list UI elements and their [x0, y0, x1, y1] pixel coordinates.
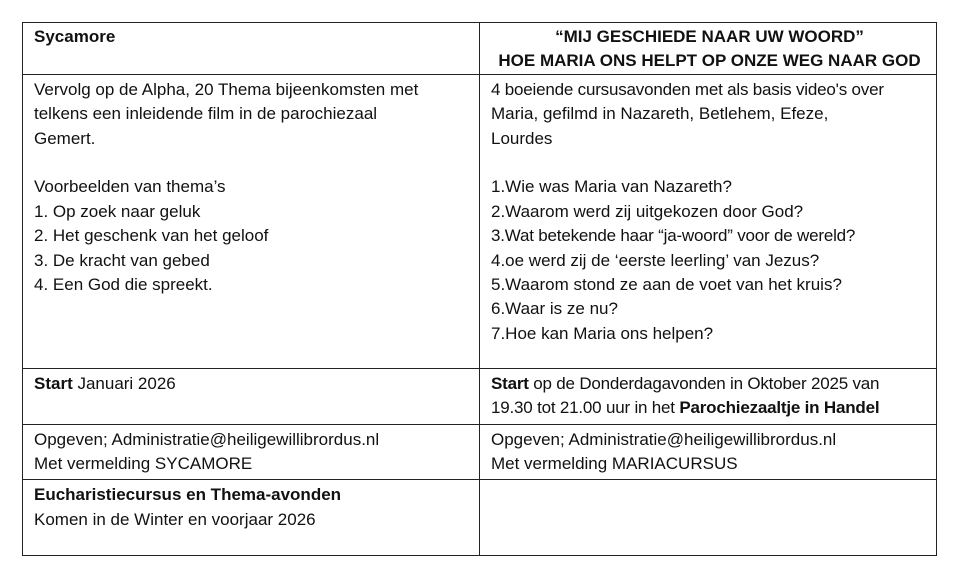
theme-item: 2. Het geschenk van het geloof [34, 226, 269, 246]
start-value: op de Donderdagavonden in Oktober 2025 van [528, 373, 880, 393]
empty-cell [480, 480, 937, 556]
signup-row [23, 424, 937, 480]
theme-item: 1. Op zoek naar geluk [34, 201, 201, 221]
mention-text: Met vermelding MARIACURSUS [491, 454, 738, 474]
maria-start-line-2 [491, 396, 928, 420]
signup-text: Opgeven; Administratie@heiligewillibrordus.nl [491, 429, 837, 449]
start-time: 19.30 tot 21.00 uur in het [491, 398, 680, 418]
question-item: 3.Wat betekende haar “ja-woord” voor de wereld? [491, 226, 856, 246]
description-row [23, 74, 937, 368]
maria-start-line-1 [491, 372, 928, 396]
start-label: Start [34, 373, 73, 393]
maria-start-cell [480, 368, 937, 424]
sycamore-description-cell [23, 74, 480, 368]
sycamore-intro-line: Vervolg op de Alpha, 20 Thema bijeenkomsten met [34, 79, 419, 99]
question-item: 6.Waar is ze nu? [491, 299, 618, 319]
start-row [23, 368, 937, 424]
spacer [491, 151, 928, 175]
question-item: 1.Wie was Maria van Nazareth? [491, 177, 732, 197]
header-row [23, 23, 937, 75]
extra-row [23, 480, 937, 556]
themes-heading: Voorbeelden van thema’s [34, 177, 226, 197]
sycamore-title: Sycamore [34, 27, 116, 46]
sycamore-intro-line: Gemert. [34, 128, 96, 148]
question-item: 7.Hoe kan Maria ons helpen? [491, 323, 714, 343]
sycamore-intro-line: telkens een inleidende film in de parochiezaal [34, 104, 378, 124]
sycamore-start-cell [23, 368, 480, 424]
maria-intro-line: 4 boeiende cursusavonden met als basis video's over [491, 79, 884, 99]
maria-intro-line: Maria, gefilmd in Nazareth, Betlehem, Efeze, [491, 104, 829, 124]
course-table [22, 22, 937, 556]
spacer [34, 151, 471, 175]
question-item: 5.Waarom stond ze aan de voet van het kruis? [491, 275, 842, 295]
mention-text: Met vermelding SYCAMORE [34, 454, 253, 474]
eucharist-cell [23, 480, 480, 556]
maria-intro-line: Lourdes [491, 128, 553, 148]
maria-title-line-1: “MIJ GESCHIEDE NAAR UW WOORD” [555, 27, 864, 46]
sycamore-start [34, 372, 471, 396]
theme-item: 4. Een God die spreekt. [34, 275, 213, 295]
sycamore-title-cell [23, 23, 480, 75]
sycamore-signup-cell [23, 424, 480, 480]
question-item: 2.Waarom werd zij uitgekozen door God? [491, 201, 804, 221]
maria-title-line-2: HOE MARIA ONS HELPT OP ONZE WEG NAAR GOD [498, 51, 921, 71]
question-item: 4.oe werd zij de ‘eerste leerling’ van Jezus? [491, 250, 820, 270]
theme-item: 3. De kracht van gebed [34, 250, 210, 270]
start-value: Januari 2026 [72, 373, 176, 393]
signup-text: Opgeven; Administratie@heiligewillibrordus.nl [34, 429, 380, 449]
eucharist-text: Komen in de Winter en voorjaar 2026 [34, 509, 316, 529]
start-label: Start [491, 373, 529, 393]
eucharist-title: Eucharistiecursus en Thema-avonden [34, 485, 342, 505]
maria-title-cell [480, 23, 937, 75]
maria-description-cell [480, 74, 937, 368]
maria-signup-cell [480, 424, 937, 480]
start-place: Parochiezaaltje in Handel [679, 398, 880, 418]
